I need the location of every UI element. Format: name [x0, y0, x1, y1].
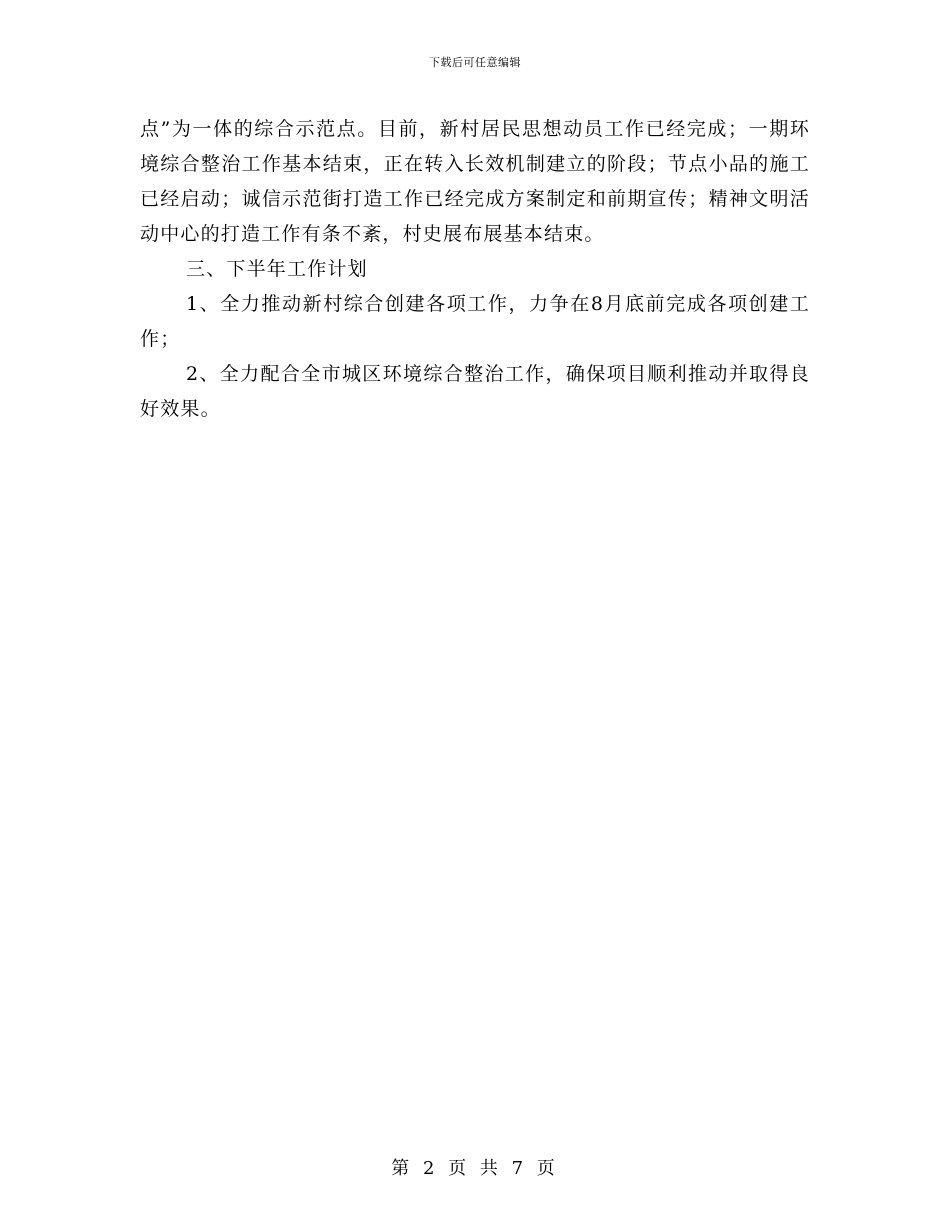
page-number: 第 2 页 共 7 页 — [391, 1158, 559, 1179]
section-heading: 三、下半年工作计划 — [186, 258, 368, 280]
header-note: 下载后可任意编辑 — [429, 56, 521, 69]
plan-item-1: 1、全力推动新村综合创建各项工作，力争在8月底前完成各项创建工作； — [140, 293, 810, 350]
plan-item-2: 2、全力配合全市城区环境综合整治工作，确保项目顺利推动并取得良好效果。 — [140, 363, 810, 420]
paragraph-continuation: 点”为一体的综合示范点。目前，新村居民思想动员工作已经完成；一期环境综合整治工作基本结束，正在转入长效机制建立的阶段；节点小品的施工已经启动；诚信示范街打造工作已经完成方案制定和前期宣传；精神文明活动中心的打造工作有条不紊，村史展布展基本结束。 — [140, 118, 810, 245]
document-body — [140, 112, 810, 427]
